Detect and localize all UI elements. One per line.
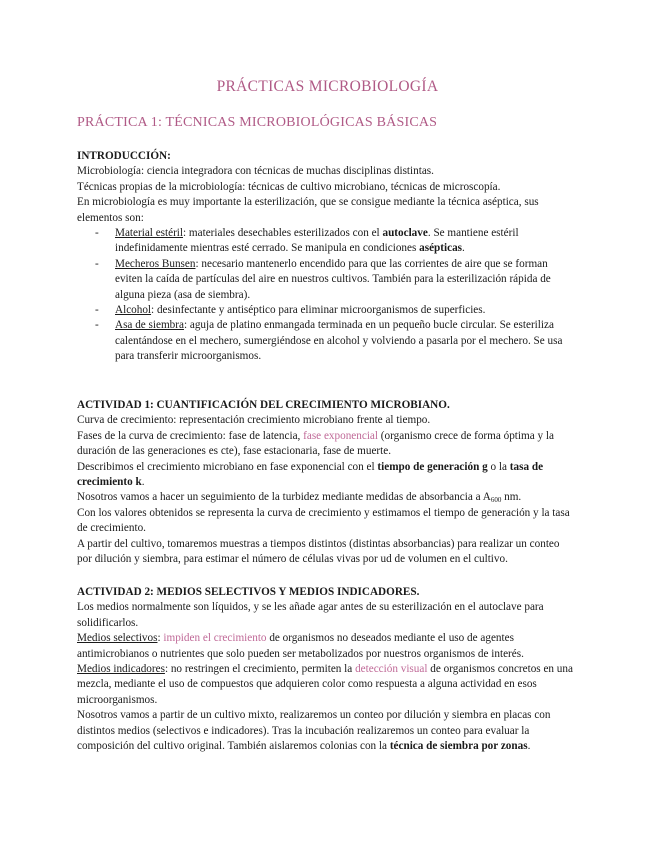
activity-2-section — [77, 585, 577, 754]
list-item — [77, 226, 577, 257]
text-run: (organismo crece de forma óptima y la duración de las generaciones es cte), fase estacionaria, fase de muerte. — [77, 429, 554, 458]
paragraph — [77, 429, 577, 460]
text-run: : — [157, 632, 164, 645]
item-text: : desinfectante y antiséptico para eliminar microorganismos de superficies. — [151, 304, 486, 317]
document-title: PRÁCTICAS MICROBIOLOGÍA — [216, 78, 439, 95]
intro-paragraph: En microbiología es muy importante la esterilización, que se consigue mediante la técnica aséptica, sus elementos son: — [77, 196, 539, 224]
text-run: Nosotros vamos a partir de un cultivo mixto, realizaremos un conteo por dilución y siembra en placas con distintos medios (selectivos e indicadores). Tras la incubación realizaremos un conteo para evaluar la composición del cultivo original. También aislaremos colonias con la — [77, 709, 551, 753]
dash-bullet: - — [95, 227, 99, 240]
dash-bullet: - — [95, 304, 99, 317]
paragraph — [77, 460, 577, 491]
text-run: . — [527, 740, 531, 753]
item-text: . Se mantiene estéril indefinidamente mientras esté cerrado. Se manipula en condiciones — [115, 227, 519, 255]
intro-paragraph: Microbiología: ciencia integradora con técnicas de muchas disciplinas distintas. — [77, 165, 434, 178]
term: Mecheros Bunsen — [115, 257, 196, 270]
paragraph: A partir del cultivo, tomaremos muestras a tiempos distintos (distintas absorbancias) para realizar un conteo por dilución y siembra, para estimar el número de células vivas por ud de volumen en el cultivo. — [77, 537, 560, 566]
text-run: nm. — [501, 491, 522, 504]
dash-bullet: - — [95, 257, 99, 270]
intro-section — [77, 149, 577, 365]
list-item — [77, 303, 577, 318]
intro-heading: INTRODUCCIÓN: — [77, 150, 171, 162]
text-run: de organismos concretos en una mezcla, mediante el uso de compuestos que adquieren color como respuesta a alguna actividad en esos microorganismos. — [77, 663, 573, 706]
paragraph — [77, 490, 577, 505]
paragraph: Curva de crecimiento: representación crecimiento microbiano frente al tiempo. — [77, 414, 431, 427]
highlight-text: fase exponencial — [303, 429, 378, 442]
item-text: : materiales desechables esterilizados con el — [183, 227, 383, 240]
paragraph: Los medios normalmente son líquidos, y se les añade agar antes de su esterilización en el autoclave para solidificarlos. — [77, 601, 544, 629]
term: Asa de siembra — [115, 319, 184, 332]
item-text: . — [462, 242, 465, 255]
practice-title: PRÁCTICA 1: TÉCNICAS MICROBIOLÓGICAS BÁSICAS — [77, 115, 438, 130]
text-run: Nosotros vamos a hacer un seguimiento de la turbidez mediante medidas de absorbancia a A — [77, 491, 491, 504]
list-item — [77, 318, 577, 364]
intro-paragraph: Técnicas propias de la microbiología: técnicas de cultivo microbiano, técnicas de microscopía. — [77, 180, 501, 193]
activity-1-heading: ACTIVIDAD 1: CUANTIFICACIÓN DEL CRECIMIENTO MICROBIANO. — [77, 399, 450, 411]
text-run: Describimos el crecimiento microbiano en fase exponencial con el — [77, 460, 378, 473]
subscript: 600 — [490, 496, 502, 505]
term: Material estéril — [115, 227, 184, 240]
term: Alcohol — [115, 304, 152, 317]
text-run: de organismos no deseados mediante el uso de agentes antimicrobianos o nutrientes que solo pueden ser metabolizados por nuestros organismos de interés. — [77, 632, 524, 660]
text-run: . — [141, 476, 145, 489]
bold-term: tasa de crecimiento k — [77, 460, 544, 489]
aseptic-elements-list — [77, 226, 577, 365]
term: Medios indicadores — [77, 663, 165, 676]
text-run: : no restringen el crecimiento, permiten la — [164, 663, 356, 676]
paragraph — [77, 631, 577, 662]
text-run: o la — [487, 460, 510, 473]
activity-1-section — [77, 398, 577, 567]
highlight-text: detección visual — [355, 663, 428, 676]
bold-term: autoclave — [382, 227, 428, 240]
text-run: Fases de la curva de crecimiento: fase de latencia, — [77, 429, 304, 442]
bold-term: técnica de siembra por zonas — [389, 740, 528, 753]
term: Medios selectivos — [77, 632, 158, 645]
list-item — [77, 257, 577, 303]
item-text: : aguja de platino enmangada terminada en un pequeño bucle circular. Se esteriliza calentándose en el mechero, sumergiéndose en alcohol y volviendo a pasarla por el mechero. Se usa para transferir microorganismos. — [115, 319, 563, 363]
activity-2-heading: ACTIVIDAD 2: MEDIOS SELECTIVOS Y MEDIOS INDICADORES. — [77, 586, 420, 598]
item-text: : necesario mantenerlo encendido para que las corrientes de aire que se forman eviten la caída de partículas del aire en nuestros cultivos. También para la esterilización rápida de alguna pieza (asa de siembra). — [115, 257, 551, 301]
paragraph: Con los valores obtenidos se representa la curva de crecimiento y estimamos el tiempo de generación y la tasa de crecimiento. — [77, 506, 570, 535]
paragraph — [77, 708, 577, 754]
bold-term: asépticas — [419, 242, 463, 255]
bold-term: tiempo de generación g — [377, 460, 488, 473]
paragraph — [77, 662, 577, 708]
highlight-text: impiden el crecimiento — [163, 632, 267, 645]
dash-bullet: - — [95, 319, 99, 332]
